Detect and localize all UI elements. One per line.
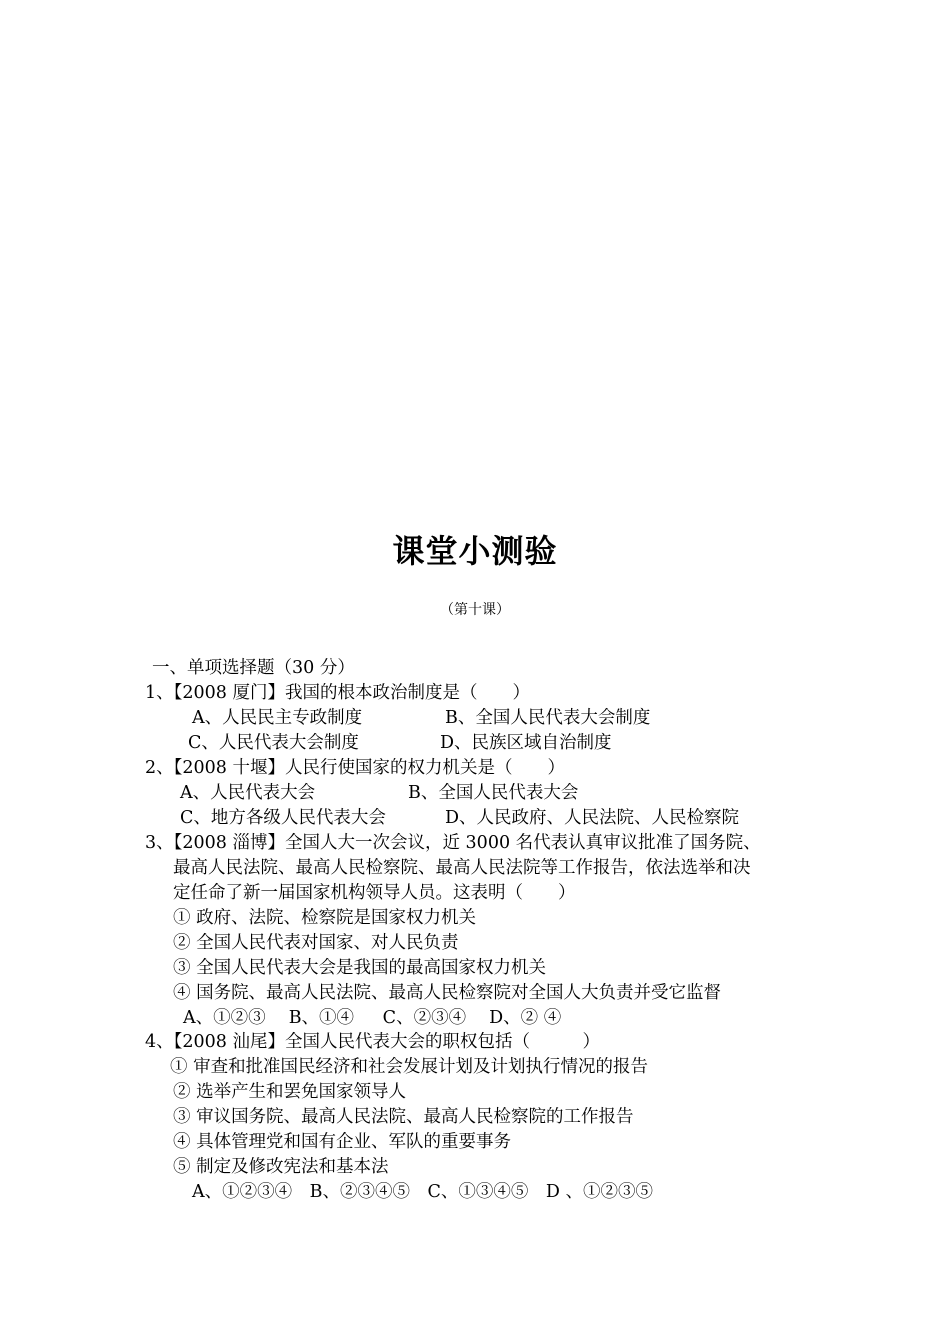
question-3-stem-line-2: 最高人民法院、最高人民检察院、最高人民法院等工作报告，依法选举和决 xyxy=(173,858,751,878)
question-1-option-c: C、人民代表大会制度 xyxy=(188,733,359,753)
question-1-option-b: B、全国人民代表大会制度 xyxy=(445,708,651,728)
question-4-item-4: ④ 具体管理党和国有企业、军队的重要事务 xyxy=(173,1132,512,1152)
page-subtitle: （第十课） xyxy=(440,602,510,618)
question-1-option-a: A、人民民主专政制度 xyxy=(192,708,363,728)
question-4-item-5: ⑤ 制定及修改宪法和基本法 xyxy=(173,1157,389,1177)
question-2-stem: 2、【2008 十堰】人民行使国家的权力机关是（ ） xyxy=(145,758,565,778)
question-2-option-c: C、地方各级人民代表大会 xyxy=(180,808,386,828)
question-3-item-4: ④ 国务院、最高人民法院、最高人民检察院对全国人大负责并受它监督 xyxy=(173,983,722,1003)
question-3-item-3: ③ 全国人民代表大会是我国的最高国家权力机关 xyxy=(173,958,547,978)
question-2-option-d: D、人民政府、人民法院、人民检察院 xyxy=(445,808,740,828)
question-3-stem-line-3: 定任命了新一届国家机构领导人员。这表明（ ） xyxy=(173,883,576,903)
question-3-item-2: ② 全国人民代表对国家、对人民负责 xyxy=(173,933,459,953)
question-2-option-b: B、全国人民代表大会 xyxy=(408,783,579,803)
question-1-stem: 1、【2008 厦门】我国的根本政治制度是（ ） xyxy=(145,683,530,703)
question-2-option-a: A、人民代表大会 xyxy=(180,783,316,803)
question-4-stem: 4、【2008 汕尾】全国人民代表大会的职权包括（ ） xyxy=(145,1032,600,1052)
question-3-options: A、①②③ B、①④ C、②③④ D、② ④ xyxy=(183,1008,562,1028)
section-heading: 一、单项选择题（30 分） xyxy=(152,658,355,678)
question-3-item-1: ① 政府、法院、检察院是国家权力机关 xyxy=(173,908,477,928)
question-4-options: A、①②③④ B、②③④⑤ C、①③④⑤ D 、①②③⑤ xyxy=(192,1182,653,1202)
page-title: 课堂小测验 xyxy=(392,532,558,570)
question-4-item-2: ② 选举产生和罢免国家领导人 xyxy=(173,1082,407,1102)
question-3-stem-line-1: 3、【2008 淄博】全国人大一次会议，近 3000 名代表认真审议批准了国务院、 xyxy=(145,833,761,853)
question-4-item-3: ③ 审议国务院、最高人民法院、最高人民检察院的工作报告 xyxy=(173,1107,634,1127)
question-4-item-1: ① 审查和批准国民经济和社会发展计划及计划执行情况的报告 xyxy=(170,1057,649,1077)
question-1-option-d: D、民族区域自治制度 xyxy=(440,733,612,753)
